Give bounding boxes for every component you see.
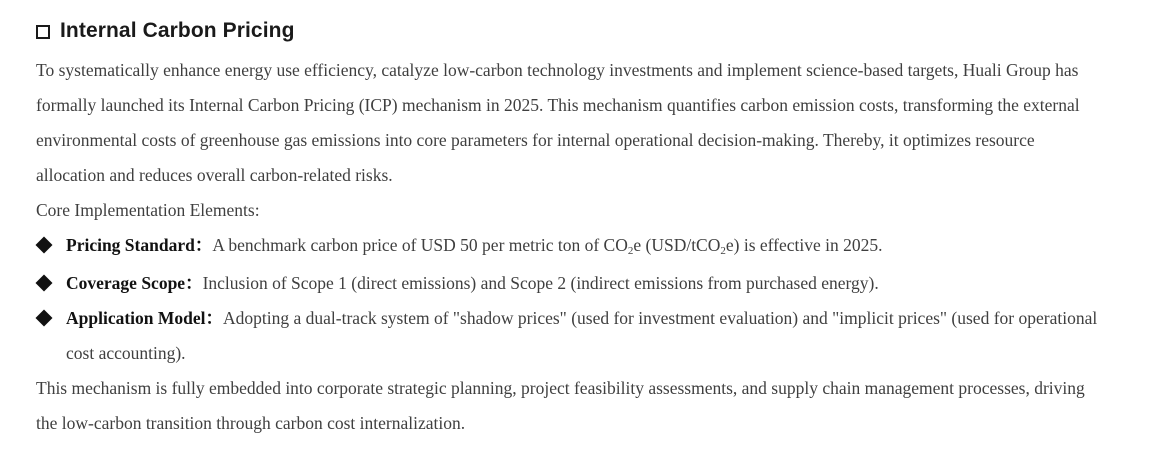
subscript: 2 — [720, 245, 726, 258]
list-item — [36, 301, 1100, 371]
diamond-bullet-icon — [36, 237, 53, 254]
core-elements-list — [36, 228, 1100, 371]
bullet-text: Adopting a dual-track system of "shadow prices" (used for investment evaluation) and "implicit prices" (used for operational cost accounting). — [66, 308, 1098, 364]
closing-paragraph: This mechanism is fully embedded into corporate strategic planning, project feasibility assessments, and supply chain management processes, driving the low-carbon transition through carbon cost internalization. — [36, 378, 1085, 434]
subscript: 2 — [627, 245, 634, 258]
core-elements-label: Core Implementation Elements: — [36, 200, 260, 221]
section-heading — [36, 18, 1100, 43]
bullet-title: Coverage Scope： — [66, 273, 203, 294]
list-item — [36, 228, 1100, 266]
bullet-text-part: e (USD/tCO — [633, 235, 721, 256]
bullet-text-part: A benchmark carbon price of USD 50 per metric ton of CO — [212, 235, 628, 256]
intro-paragraph: To systematically enhance energy use efficiency, catalyze low-carbon technology investments and implement science-based targets, Huali Group has formally launched its Internal Carbon Pricing (ICP) mechanism in 2025. This mechanism quantifies carbon emission costs, transforming the external environmental costs of greenhouse gas emissions into core parameters for internal operational decision-making. Thereby, it optimizes resource allocation and reduces overall carbon-related risks. — [36, 60, 1080, 186]
bullet-text-part: e) is effective in 2025. — [725, 235, 883, 256]
bullet-title: Pricing Standard： — [66, 235, 213, 256]
square-bullet-icon — [36, 25, 50, 39]
diamond-bullet-icon — [36, 275, 53, 292]
bullet-title: Application Model： — [66, 308, 224, 329]
diamond-bullet-icon — [36, 310, 53, 327]
list-item — [36, 266, 1100, 301]
bullet-text: Inclusion of Scope 1 (direct emissions) and Scope 2 (indirect emissions from purchased energy). — [202, 273, 879, 294]
page-title: Internal Carbon Pricing — [60, 19, 295, 42]
